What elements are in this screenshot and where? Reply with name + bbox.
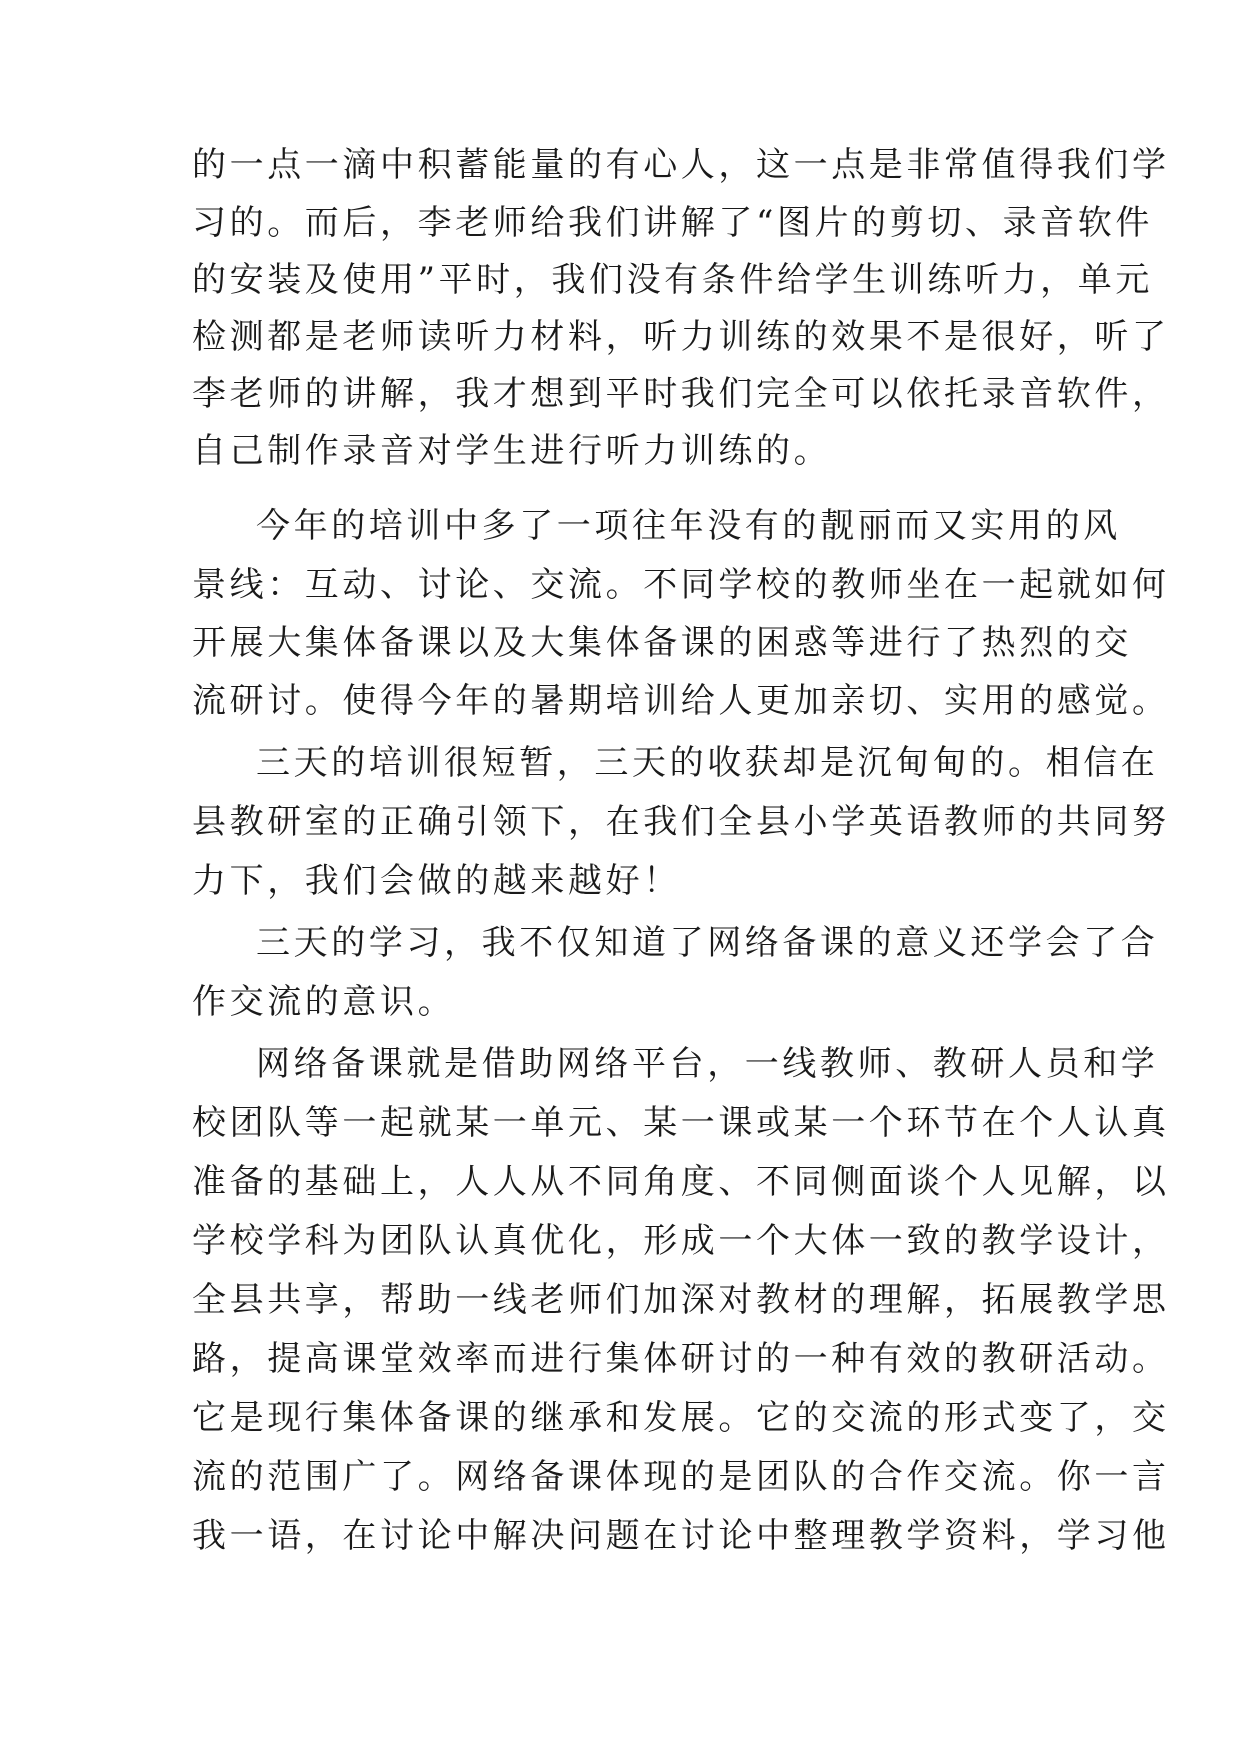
paragraph-line: 流研讨。使得今年的暑期培训给人更加亲切、实用的感觉。 (192, 681, 1170, 721)
paragraph-line: 检测都是老师读听力材料，听力训练的效果不是很好，听了 (192, 317, 1170, 357)
paragraph-line: 习的。而后，李老师给我们讲解了“图片的剪切、录音软件 (192, 203, 1153, 243)
paragraph-line: 作交流的意识。 (192, 982, 456, 1022)
paragraph-line: 校团队等一起就某一单元、某一课或某一个环节在个人认真 (192, 1103, 1170, 1143)
paragraph-first-line: 网络备课就是借助网络平台，一线教师、教研人员和学 (256, 1044, 1159, 1084)
paragraph-line: 县教研室的正确引领下，在我们全县小学英语教师的共同努 (192, 802, 1170, 842)
paragraph-first-line: 三天的学习，我不仅知道了网络备课的意义还学会了合 (256, 923, 1159, 963)
paragraph-line: 它是现行集体备课的继承和发展。它的交流的形式变了，交 (192, 1398, 1170, 1438)
paragraph-line: 开展大集体备课以及大集体备课的困惑等进行了热烈的交 (192, 623, 1132, 663)
paragraph-line: 的一点一滴中积蓄能量的有心人，这一点是非常值得我们学 (192, 145, 1170, 185)
paragraph-line: 准备的基础上，人人从不同角度、不同侧面谈个人见解，以 (192, 1162, 1170, 1202)
paragraph-line: 自己制作录音对学生进行听力训练的。 (192, 431, 832, 471)
paragraph-line: 力下，我们会做的越来越好！ (192, 861, 681, 901)
paragraph-line: 全县共享，帮助一线老师们加深对教材的理解，拓展教学思 (192, 1280, 1170, 1320)
paragraph-line: 路，提高课堂效率而进行集体研讨的一种有效的教研活动。 (192, 1339, 1170, 1379)
paragraph-line: 景线：互动、讨论、交流。不同学校的教师坐在一起就如何 (192, 565, 1170, 605)
paragraph-line: 学校学科为团队认真优化，形成一个大体一致的教学设计， (192, 1221, 1170, 1261)
paragraph-line: 我一语，在讨论中解决问题在讨论中整理教学资料，学习他 (192, 1516, 1170, 1556)
paragraph-first-line: 三天的培训很短暂，三天的收获却是沉甸甸的。相信在 (256, 743, 1159, 783)
paragraph-line: 李老师的讲解，我才想到平时我们完全可以依托录音软件， (192, 374, 1170, 414)
paragraph-first-line: 今年的培训中多了一项往年没有的靓丽而又实用的风 (256, 506, 1121, 546)
paragraph-line: 的安装及使用”平时，我们没有条件给学生训练听力，单元 (192, 260, 1153, 300)
paragraph-line: 流的范围广了。网络备课体现的是团队的合作交流。你一言 (192, 1457, 1170, 1497)
